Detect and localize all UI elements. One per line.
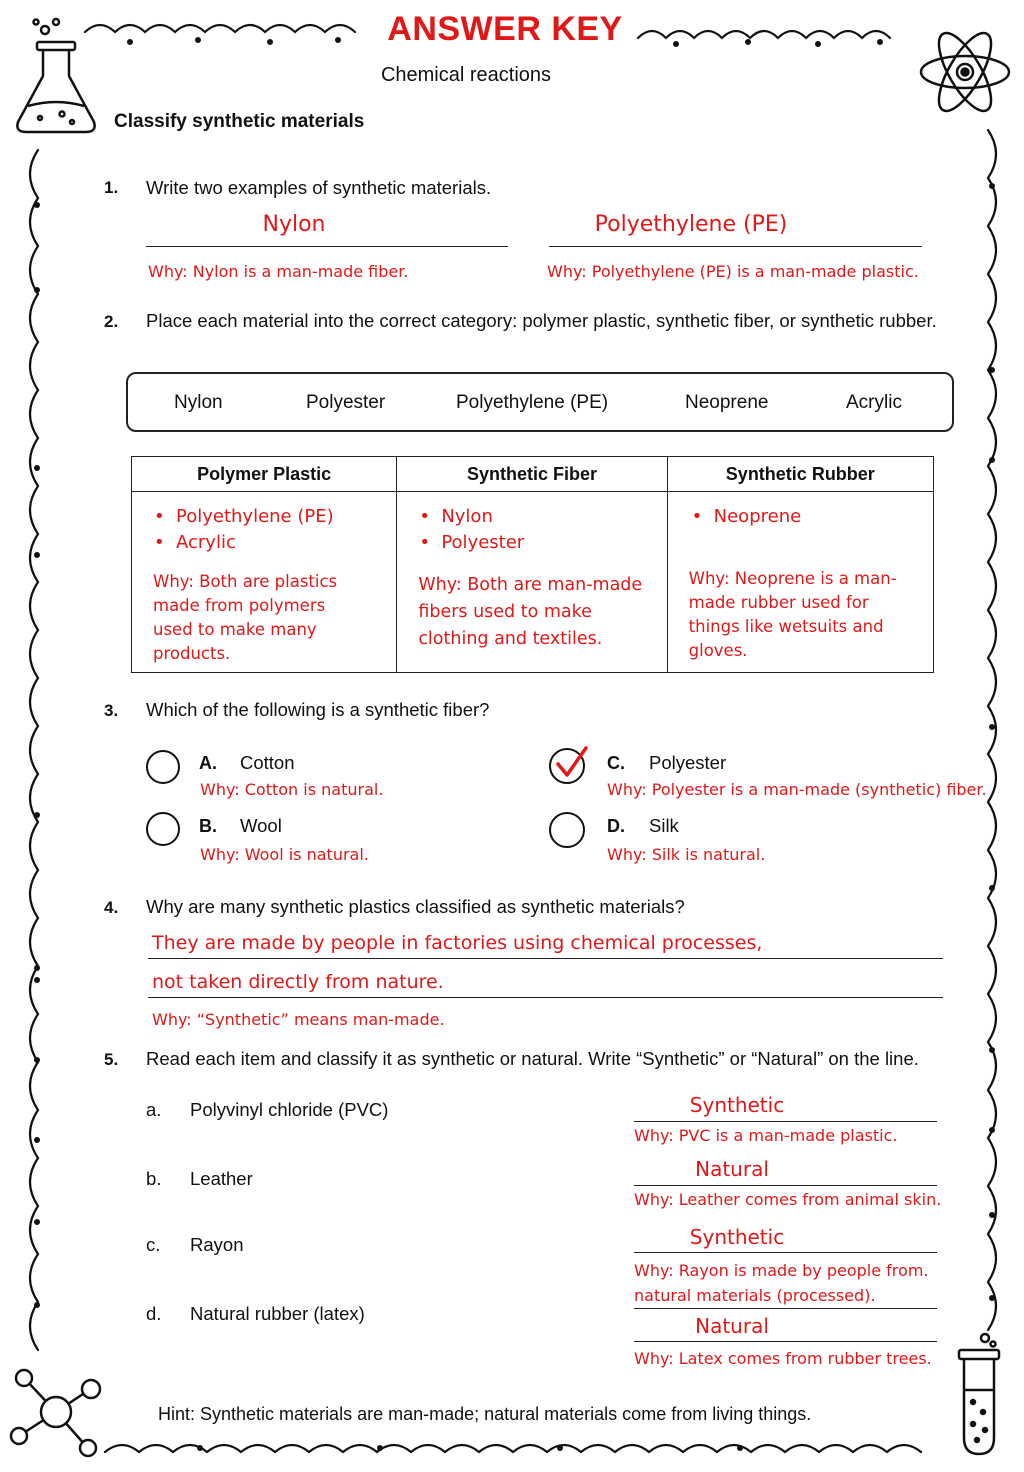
category-why: Why: Both are plastics made from polymers used to make many products. xyxy=(153,572,338,663)
q1-why-1: Why: Nylon is a man-made fiber. xyxy=(148,262,409,281)
option-a-letter: A. xyxy=(199,753,217,773)
category-item: • Polyethylene (PE) xyxy=(176,506,334,527)
word-bank-item: Acrylic xyxy=(846,392,902,413)
option-d-letter: D. xyxy=(607,816,625,836)
q4-line-2 xyxy=(148,997,943,998)
word-bank-item: Neoprene xyxy=(685,392,769,413)
category-item: • Acrylic xyxy=(176,532,236,553)
section-heading: Classify synthetic materials xyxy=(114,111,365,132)
page-title: ANSWER KEY xyxy=(387,10,623,48)
item-d-line xyxy=(634,1341,937,1342)
category-table xyxy=(131,456,934,673)
option-a-text: Cotton xyxy=(240,752,295,773)
word-bank-item: Nylon xyxy=(174,392,223,413)
page-subtitle: Chemical reactions xyxy=(380,64,552,86)
item-c-letter: c. xyxy=(146,1234,161,1255)
item-b-letter: b. xyxy=(146,1168,162,1189)
checkmark-icon xyxy=(552,744,592,784)
q4-why: Why: “Synthetic” means man-made. xyxy=(152,1010,445,1029)
question-5-number: 5. xyxy=(104,1050,119,1069)
item-b-why: Why: Leather comes from animal skin. xyxy=(634,1190,942,1209)
category-item: • Polyester xyxy=(441,532,524,553)
q4-answer-line-2: not taken directly from nature. xyxy=(152,971,444,993)
item-d-letter: d. xyxy=(146,1303,162,1324)
category-cell-synthetic-rubber xyxy=(667,492,933,673)
item-c-name: Rayon xyxy=(190,1234,244,1255)
question-1-text: Write two examples of synthetic materials. xyxy=(146,177,492,198)
item-d-answer: Natural xyxy=(695,1314,769,1338)
item-d-why: Why: Latex comes from rubber trees. xyxy=(634,1349,932,1368)
item-c-answer: Synthetic xyxy=(689,1225,785,1249)
hint-text: Hint: Synthetic materials are man-made; natural materials come from living things. xyxy=(158,1404,812,1424)
word-bank-item: Polyester xyxy=(306,392,386,413)
item-a-answer: Synthetic xyxy=(689,1093,785,1117)
q1-answer-1: Nylon xyxy=(262,212,326,237)
option-b-why: Why: Wool is natural. xyxy=(200,845,369,864)
word-bank xyxy=(126,372,954,432)
option-d-text: Silk xyxy=(649,815,679,836)
q1-answer-line-2 xyxy=(549,246,922,247)
option-a-why: Why: Cotton is natural. xyxy=(200,780,384,799)
category-why: Why: Both are man-made fibers used to make clothing and textiles. xyxy=(418,575,643,649)
category-header-synthetic-fiber: Synthetic Fiber xyxy=(397,457,667,492)
option-d-radio[interactable] xyxy=(549,812,585,848)
q1-answer-line-1 xyxy=(146,246,508,247)
q1-answer-2: Polyethylene (PE) xyxy=(594,212,788,237)
item-b-answer: Natural xyxy=(695,1157,769,1181)
option-c-text: Polyester xyxy=(649,752,727,773)
category-header-polymer-plastic: Polymer Plastic xyxy=(132,457,397,492)
option-b-radio[interactable] xyxy=(146,812,180,846)
test-tube-icon xyxy=(955,1330,1005,1460)
category-item: • Neoprene xyxy=(714,506,802,527)
q1-why-2: Why: Polyethylene (PE) is a man-made plastic. xyxy=(547,262,919,281)
option-d-why: Why: Silk is natural. xyxy=(607,845,766,864)
question-2-number: 2. xyxy=(104,312,119,331)
category-why: Why: Neoprene is a man-made rubber used for things like wetsuits and gloves. xyxy=(688,569,897,660)
category-item: • Nylon xyxy=(441,506,493,527)
item-d-name: Natural rubber (latex) xyxy=(190,1303,365,1324)
molecule-icon xyxy=(4,1362,104,1462)
question-4-number: 4. xyxy=(104,898,119,917)
q4-answer-line-1: They are made by people in factories using chemical processes, xyxy=(152,932,763,954)
option-a-radio[interactable] xyxy=(146,750,180,784)
category-header-synthetic-rubber: Synthetic Rubber xyxy=(667,457,933,492)
option-b-letter: B. xyxy=(199,816,217,836)
q4-line-1 xyxy=(148,958,943,959)
item-a-why: Why: PVC is a man-made plastic. xyxy=(634,1126,898,1145)
question-5-text: Read each item and classify it as synthetic or natural. Write “Synthetic” or “Natural” on the line. xyxy=(146,1048,919,1069)
item-a-line xyxy=(634,1121,937,1122)
category-cell-synthetic-fiber xyxy=(397,492,667,673)
question-2-text: Place each material into the correct category: polymer plastic, synthetic fiber, or synthetic rubber. xyxy=(146,310,937,331)
word-bank-item: Polyethylene (PE) xyxy=(456,392,609,413)
category-cell-polymer-plastic xyxy=(132,492,397,673)
item-c-line-2 xyxy=(634,1308,937,1309)
item-c-why: Why: Rayon is made by people from. natural materials (processed). xyxy=(634,1261,929,1305)
option-c-letter: C. xyxy=(607,753,625,773)
item-c-line xyxy=(634,1252,937,1253)
item-b-name: Leather xyxy=(190,1168,253,1189)
item-a-name: Polyvinyl chloride (PVC) xyxy=(190,1099,389,1120)
question-1-number: 1. xyxy=(104,178,119,197)
option-c-why: Why: Polyester is a man-made (synthetic) fiber. xyxy=(607,780,987,799)
item-a-letter: a. xyxy=(146,1099,162,1120)
question-3-text: Which of the following is a synthetic fiber? xyxy=(146,699,490,720)
question-3-number: 3. xyxy=(104,701,119,720)
item-b-line xyxy=(634,1185,937,1186)
option-b-text: Wool xyxy=(240,815,282,836)
question-4-text: Why are many synthetic plastics classified as synthetic materials? xyxy=(146,896,685,917)
